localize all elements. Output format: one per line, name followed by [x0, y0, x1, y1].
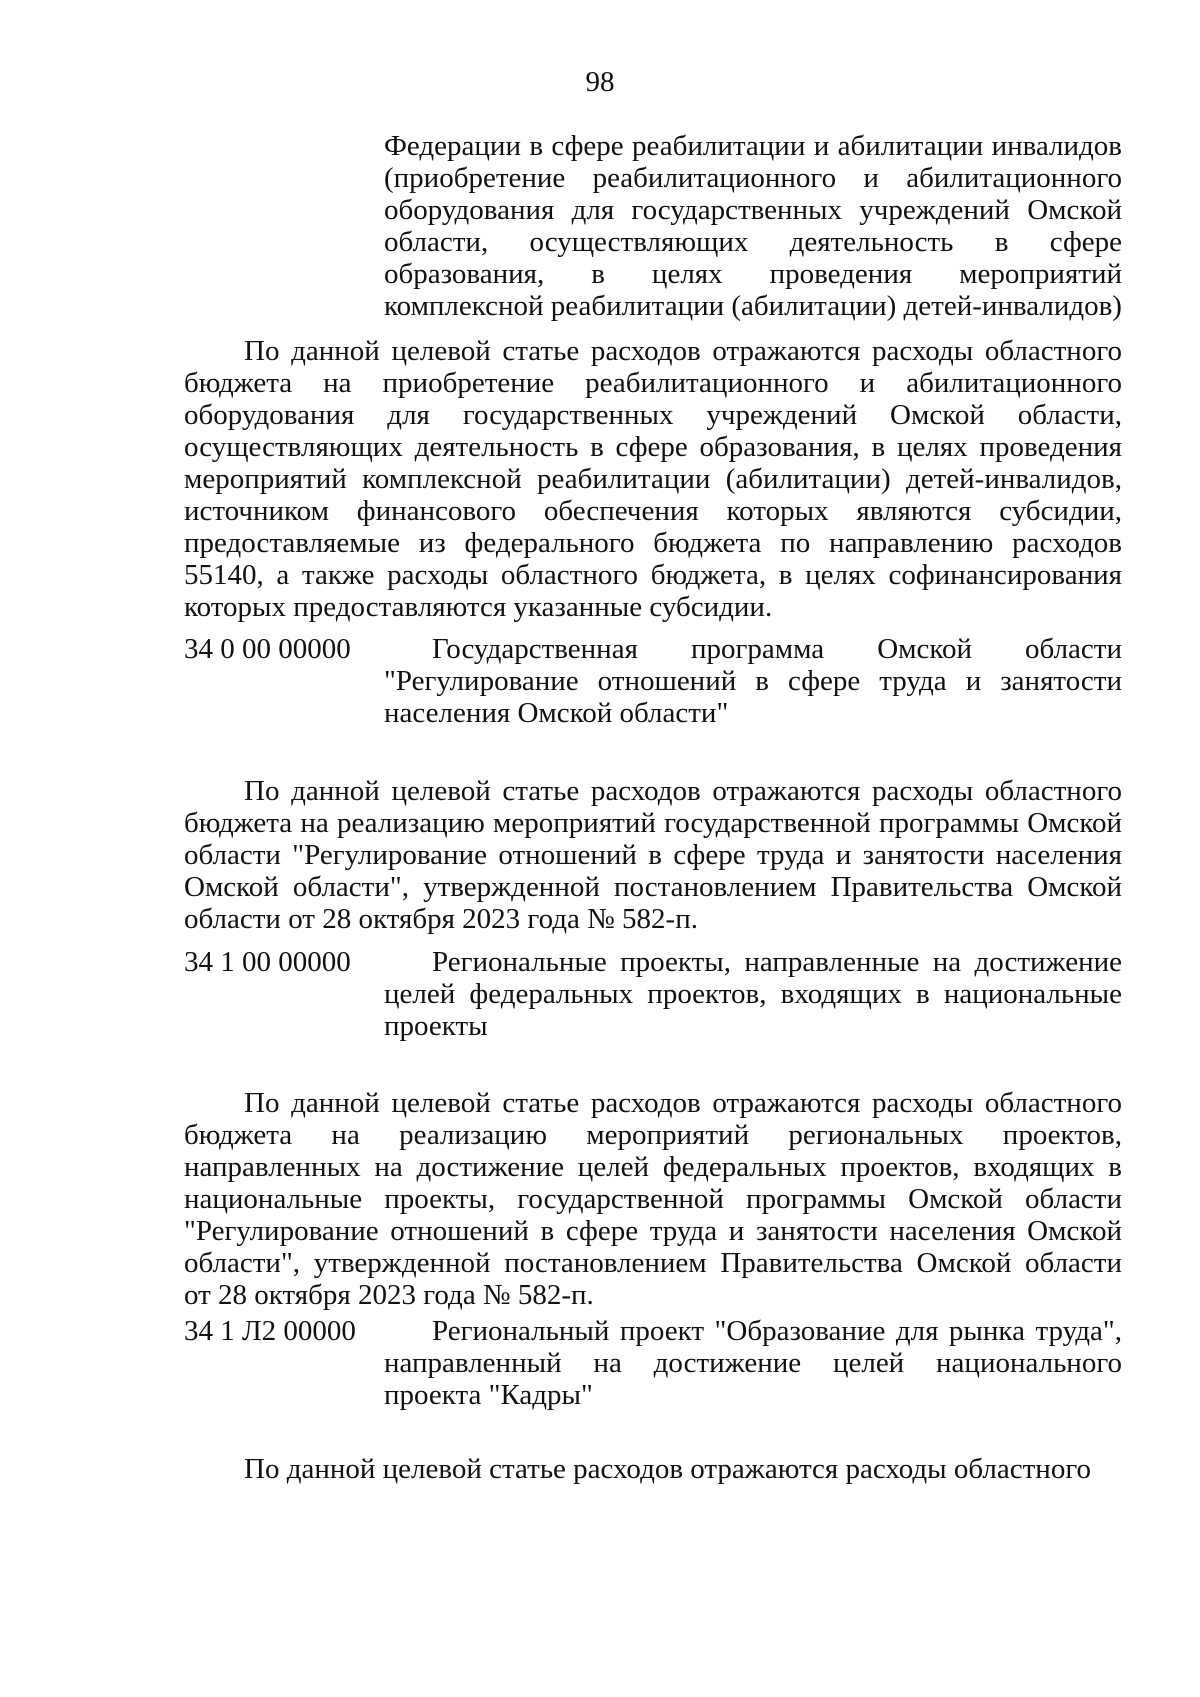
body-paragraph: По данной целевой статье расходов отражаются расходы областного — [244, 1453, 1092, 1485]
body-paragraph: По данной целевой статье расходов отражаются расходы областного бюджета на реализацию мероприятий региональных проектов, направленных на достижение целей федеральных проектов, входящих в национальные проекты, государственной программы Омской области "Регулирование отношений в сфере труда и занятости населения Омской области", утвержденной постановлением Правительства Омской области от 28 октября 2023 года № 582-п. — [184, 1087, 1122, 1311]
entry-title: Региональный проект "Образование для рынка труда", направленный на достижение целей национального проекта "Кадры" — [384, 1315, 1122, 1411]
entry-code: 34 1 Л2 00000 — [184, 1315, 356, 1347]
entry-title: Региональные проекты, направленные на достижение целей федеральных проектов, входящих в национальные проекты — [384, 946, 1122, 1042]
body-paragraph: По данной целевой статье расходов отражаются расходы областного бюджета на реализацию мероприятий государственной программы Омской области "Регулирование отношений в сфере труда и занятости населения Омской области", утвержденной постановлением Правительства Омской области от 28 октября 2023 года № 582-п. — [184, 775, 1122, 935]
entry-code: 34 1 00 00000 — [184, 946, 351, 978]
body-paragraph: По данной целевой статье расходов отражаются расходы областного бюджета на приобретение реабилитационного и абилитационного оборудования для государственных учреждений Омской области, осуществляющих деятельность в сфере образования, в целях проведения мероприятий комплексной реабилитации (абилитации) детей-инвалидов, источником финансового обеспечения которых являются субсидии, предоставляемые из федерального бюджета по направлению расходов 55140, а также расходы областного бюджета, в целях софинансирования которых предоставляются указанные субсидии. — [184, 335, 1122, 623]
entry-title: Федерации в сфере реабилитации и абилитации инвалидов (приобретение реабилитационного и абилитационного оборудования для государственных учреждений Омской области, осуществляющих деятельность в сфере образования, в целях проведения мероприятий комплексной реабилитации (абилитации) детей-инвалидов) — [384, 130, 1122, 322]
page-number: 98 — [585, 66, 615, 98]
entry-code: 34 0 00 00000 — [184, 633, 351, 665]
entry-title: Государственная программа Омской области "Регулирование отношений в сфере труда и занятости населения Омской области" — [384, 633, 1122, 729]
